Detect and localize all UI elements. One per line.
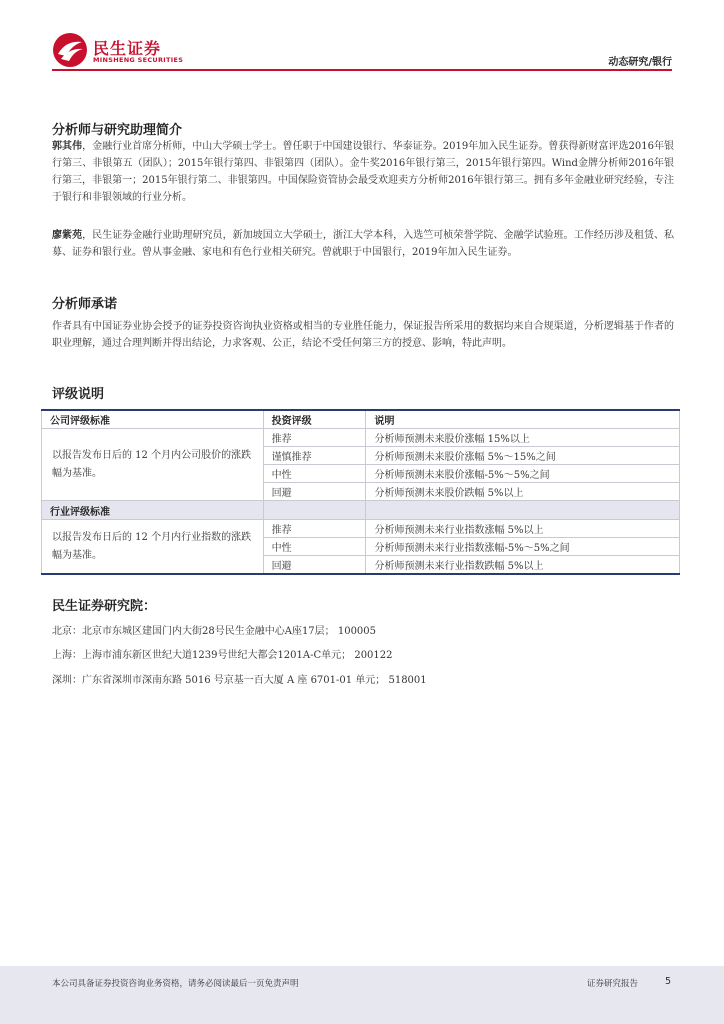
rating-desc: 分析师预测未来行业指数涨幅-5%～5%之间 bbox=[366, 538, 680, 556]
rating-level: 中性 bbox=[263, 465, 366, 483]
page-number: 5 bbox=[665, 976, 672, 987]
analyst-bio-1 bbox=[52, 138, 674, 206]
rating-desc: 分析师预测未来股价跌幅 5%以上 bbox=[366, 483, 680, 501]
address-shanghai: 上海：上海市浦东新区世纪大道1239号世纪大都会1201A-C单元； 200122 bbox=[52, 650, 393, 661]
rating-table-header bbox=[42, 410, 680, 429]
table-row bbox=[42, 520, 680, 538]
company-basis: 以报告发布日后的 12 个月内公司股价的涨跌幅为基准。 bbox=[42, 429, 264, 501]
rating-level: 回避 bbox=[263, 483, 366, 501]
industry-standard-row bbox=[42, 501, 680, 520]
commitment-title: 分析师承诺 bbox=[52, 297, 118, 312]
report-type: 动态研究/银行 bbox=[608, 57, 672, 68]
analyst-bio-text: ，民生证券金融行业助理研究员，新加坡国立大学硕士，浙江大学本科，入选竺可桢荣誉学院、金融学试验班。工作经历涉及租赁、私募、证券和银行业。曾从事金融、家电和有色行业相关研究。曾就职于中国银行，2019年加入民生证券。 bbox=[52, 230, 675, 258]
analyst-bio-2 bbox=[52, 227, 674, 261]
analyst-name: 廖紫苑 bbox=[52, 230, 83, 241]
rating-header: 投资评级 bbox=[263, 410, 366, 429]
footer-disclaimer: 本公司具备证券投资咨询业务资格，请务必阅读最后一页免责声明 bbox=[52, 979, 299, 989]
analysts-title: 分析师与研究助理简介 bbox=[52, 123, 183, 138]
company-standard-header: 公司评级标准 bbox=[42, 410, 264, 429]
rating-desc: 分析师预测未来股价涨幅-5%～5%之间 bbox=[366, 465, 680, 483]
rating-level: 中性 bbox=[263, 538, 366, 556]
rating-level: 回避 bbox=[263, 556, 366, 575]
rating-desc: 分析师预测未来行业指数涨幅 5%以上 bbox=[366, 520, 680, 538]
minsheng-logo-icon bbox=[52, 32, 88, 68]
rating-title: 评级说明 bbox=[52, 387, 105, 402]
header-divider bbox=[52, 69, 672, 71]
description-header: 说明 bbox=[366, 410, 680, 429]
analyst-name: 郭其伟 bbox=[52, 141, 83, 152]
rating-level: 推荐 bbox=[263, 520, 366, 538]
brand-name-cn: 民生证券 bbox=[93, 39, 162, 58]
rating-desc: 分析师预测未来股价涨幅 15%以上 bbox=[366, 429, 680, 447]
industry-basis: 以报告发布日后的 12 个月内行业指数的涨跌幅为基准。 bbox=[42, 520, 264, 575]
commitment-text: 作者具有中国证券业协会授予的证券投资咨询执业资格或相当的专业胜任能力，保证报告所采用的数据均来自合规渠道，分析逻辑基于作者的职业理解，通过合理判断并得出结论，力求客观、公正，结论不受任何第三方的授意、影响，特此声明。 bbox=[52, 321, 674, 349]
table-row bbox=[42, 429, 680, 447]
industry-standard-header: 行业评级标准 bbox=[42, 501, 264, 520]
address-beijing: 北京：北京市东城区建国门内大街28号民生金融中心A座17层； 100005 bbox=[52, 626, 377, 637]
institute-title: 民生证券研究院： bbox=[52, 599, 157, 614]
address-shenzhen: 深圳：广东省深圳市深南东路 5016 号京基一百大厦 A 座 6701-01 单元； 518001 bbox=[52, 675, 427, 686]
footer-doc-kind: 证券研究报告 bbox=[587, 979, 639, 989]
brand-name-en: MINSHENG SECURITIES bbox=[93, 56, 184, 64]
analyst-bio-text: ，金融行业首席分析师，中山大学硕士学士。曾任职于中国建设银行、华泰证券。2019年加入民生证券。曾获得新财富评选2016年银行第三、非银第五（团队）；2015年银行第四、非银第四（团队）。金牛奖2016年银行第三，2015年银行第四。Wind金牌分析师2016年银行第三，非银第一；2015年银行第二、非银第四。中国保险资管协会最受欢迎卖方分析师2016年银行第三。拥有多年金融业研究经验，专注于银行和非银领域的行业分析。 bbox=[52, 141, 674, 203]
rating-level: 推荐 bbox=[263, 429, 366, 447]
page-header bbox=[0, 0, 724, 80]
rating-level: 谨慎推荐 bbox=[263, 447, 366, 465]
rating-table bbox=[41, 409, 680, 575]
rating-desc: 分析师预测未来行业指数跌幅 5%以上 bbox=[366, 556, 680, 575]
page-footer bbox=[0, 966, 724, 1024]
rating-desc: 分析师预测未来股价涨幅 5%～15%之间 bbox=[366, 447, 680, 465]
